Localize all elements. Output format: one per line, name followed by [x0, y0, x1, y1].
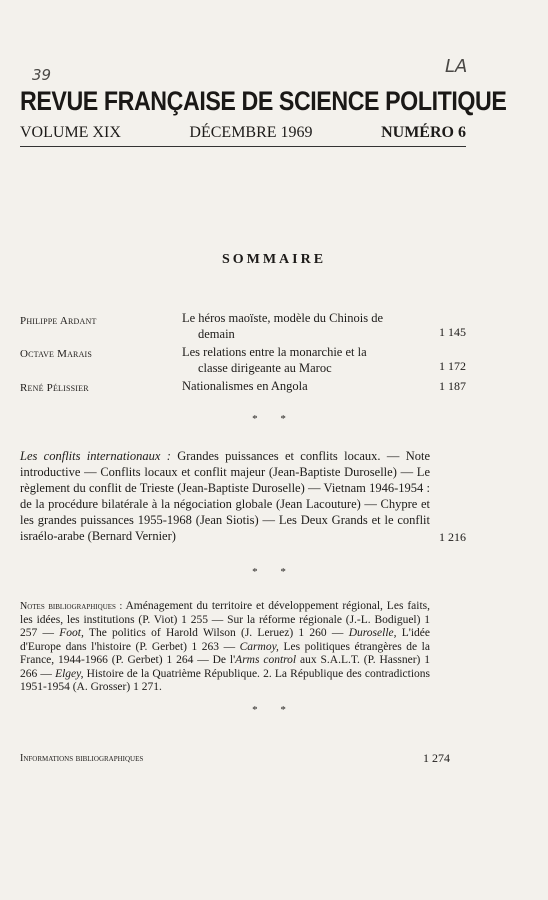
sommaire-heading: SOMMAIRE	[221, 252, 327, 267]
issue-number: NUMÉRO 6	[381, 124, 466, 141]
article-title-line: classe dirigeante au Maroc	[198, 361, 332, 375]
article-page: 1 145	[439, 325, 466, 339]
informations-label: Informations bibliographiques	[20, 753, 144, 764]
notes-author: Carmoy,	[239, 640, 279, 653]
volume-label: VOLUME XIX	[20, 124, 121, 141]
handwritten-initials: LA	[445, 56, 468, 77]
section-text: Grandes puissances et conflits locaux. — Note introductive — Conflits locaux et conflit majeur (Jean-Baptiste Duroselle) — Le règlement du conflit de Trieste (Jean-Baptiste Duroselle) — Vietnam 1946-1954 : de la procédure bilatérale à la négociation globale (Jean Lacouture) — Chypre et les grandes puissances 1955-1968 (Jean Siotis) — Les Deux Grands et le conflit israélo-arabe (Bernard Vernier)	[20, 449, 430, 543]
article-title-line: Nationalismes en Angola	[182, 379, 308, 393]
article-title-line: Les relations entre la monarchie et la	[182, 345, 367, 359]
conflicts-page: 1 216	[439, 530, 466, 544]
article-author: Octave Marais	[20, 348, 93, 360]
notes-text: Aménagement du territoire et développement régional, Les faits, les idées, les institutions (P. Viot) 1 255 — Sur la réforme régionale (J.-L. Bodiguel) 1 257 —	[20, 600, 430, 639]
article-title	[182, 378, 432, 394]
header-rule	[20, 146, 466, 147]
article-title-line: demain	[198, 327, 235, 341]
notes-text: Les politiques étrangères de la France, 1944-1966 (P. Gerbet) 1 264 — De l'	[20, 640, 430, 666]
article-title	[182, 310, 432, 342]
section-lead: Notes bibliographiques :	[20, 601, 123, 612]
notes-section	[20, 600, 430, 695]
article-author: Philippe Ardant	[20, 315, 97, 327]
section-lead: Les conflits internationaux :	[20, 449, 171, 463]
notes-text: Histoire de la Quatrième République. 2. La République des contradictions 1951-1954 (A. Grosser) 1 271.	[20, 667, 430, 693]
conflicts-section	[20, 448, 430, 544]
notes-author: Foot,	[59, 627, 84, 639]
section-separator: * *	[252, 566, 296, 578]
section-separator: * *	[252, 413, 296, 425]
article-page: 1 187	[439, 379, 466, 393]
journal-title: REVUE FRANÇAISE DE SCIENCE POLITIQUE	[20, 86, 507, 116]
section-separator: * *	[252, 704, 296, 716]
notes-author: Elgey,	[55, 667, 84, 680]
notes-text: L'idée d'Europe dans l'histoire (P. Gerbet) 1 263 —	[20, 627, 431, 653]
issue-info	[20, 124, 466, 142]
notes-text: The politics of Harold Wilson (J. Leruez) 1 260 —	[83, 627, 349, 639]
notes-text: aux S.A.L.T. (P. Hassner) 1 266 —	[20, 654, 430, 680]
article-page: 1 172	[439, 359, 466, 373]
issue-date: DÉCEMBRE 1969	[189, 124, 313, 141]
article-title	[182, 344, 432, 376]
article-author: René Pélissier	[20, 382, 89, 394]
notes-title: Arms control	[235, 654, 297, 666]
notes-author: Duroselle,	[348, 627, 397, 639]
article-title-line: Le héros maoïste, modèle du Chinois de	[182, 311, 384, 325]
informations-page: 1 274	[423, 751, 450, 765]
handwritten-number: 39	[32, 66, 52, 84]
